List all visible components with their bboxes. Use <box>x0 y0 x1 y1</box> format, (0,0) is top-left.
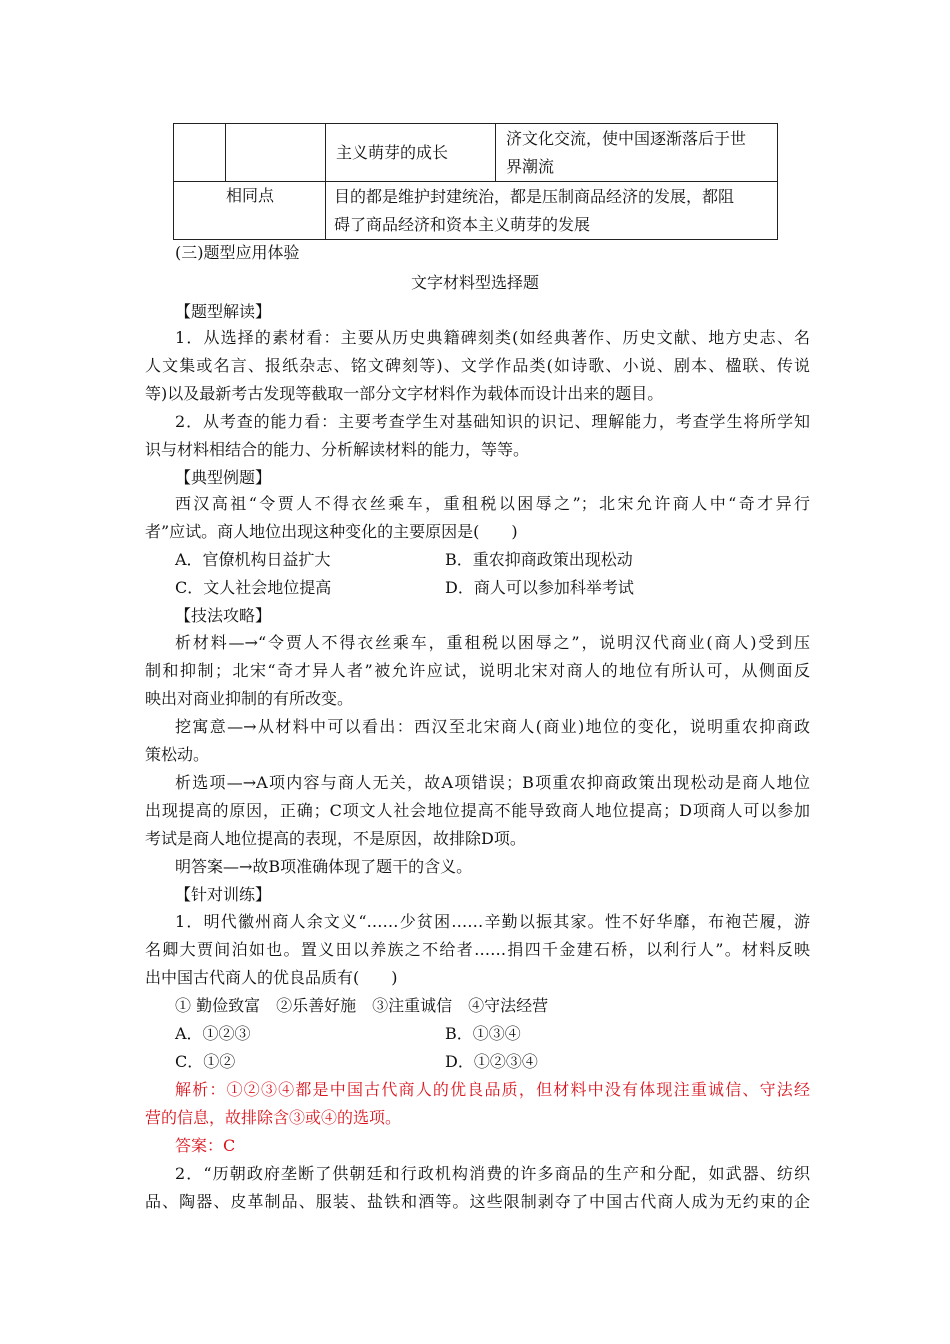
paragraph-line: 1．从选择的素材看：主要从历史典籍碑刻类(如经典著作、历史文献、地方史志、名 <box>175 328 810 347</box>
cell-text: 济文化交流，使中国逐渐落后于世 <box>506 128 747 148</box>
table-cell <box>496 124 778 182</box>
question-line: 品、陶器、皮革制品、服装、盐铁和酒等。这些限制剥夺了中国古代商人成为无约束的企 <box>145 1192 810 1211</box>
question-line: 出中国古代商人的优良品质有( ) <box>145 968 398 987</box>
table-cell <box>174 124 226 182</box>
question-line: 名卿大贾间泊如也。置义田以养族之不给者……捐四千金建石桥，以利行人”。材料反映 <box>145 940 810 959</box>
cell-text: 碍了商品经济和资本主义萌芽的发展 <box>334 214 591 234</box>
paragraph-line: 映出对商业抑制的有所改变。 <box>145 689 354 708</box>
table-cell <box>326 124 496 182</box>
question-line: 西汉高祖“令贾人不得衣丝乘车，重租税以困辱之”；北宋允许商人中“奇才异行 <box>175 494 810 513</box>
table-row <box>174 124 778 182</box>
heading-training: 【针对训练】 <box>175 885 272 904</box>
section-subtitle: 文字材料型选择题 <box>410 273 539 292</box>
paragraph-line: 识与材料相结合的能力、分析解读材料的能力，等等。 <box>145 440 530 459</box>
comparison-table <box>173 123 778 240</box>
heading-strategy: 【技法攻略】 <box>175 606 272 625</box>
row-label-text: 相同点 <box>226 186 275 205</box>
analysis-line: 解析：①②③④都是中国古代商人的优良品质，但材料中没有体现注重诚信、守法经 <box>175 1080 810 1099</box>
cell-text: 主义萌芽的成长 <box>336 142 449 162</box>
table-row <box>174 182 778 240</box>
paragraph-line: 出现提高的原因，正确；C项文人社会地位提高不能导致商人地位提高；D项商人可以参加 <box>145 801 810 820</box>
option-d: D．商人可以参加科举考试 <box>445 578 634 597</box>
heading-interpret: 【题型解读】 <box>175 302 272 321</box>
cell-text: 界潮流 <box>506 156 555 176</box>
option-d: D．①②③④ <box>445 1052 538 1071</box>
paragraph-line: 策松动。 <box>145 745 210 764</box>
paragraph-line: 考试是商人地位提高的表现，不是原因，故排除D项。 <box>145 829 526 848</box>
question-line: 1．明代徽州商人余文义“……少贫困……辛勤以振其家。性不好华靡，布袍芒履，游 <box>175 912 810 931</box>
paragraph-line: 等)以及最新考古发现等截取一部分文字材料作为载体而设计出来的题目。 <box>145 384 664 403</box>
paragraph-line: 制和抑制；北宋“奇才异人者”被允许应试，说明北宋对商人的地位有所认可，从侧面反 <box>145 661 810 680</box>
table-row-label <box>174 182 326 240</box>
option-a: A．官僚机构日益扩大 <box>175 550 331 569</box>
answer-line: 答案：C <box>175 1136 236 1155</box>
option-a: A．①②③ <box>175 1024 251 1043</box>
paragraph-line: 挖寓意—→从材料中可以看出：西汉至北宋商人(商业)地位的变化，说明重农抑商政 <box>175 717 810 736</box>
paragraph-line: 2．从考查的能力看：主要考查学生对基础知识的识记、理解能力，考查学生将所学知 <box>175 412 810 431</box>
option-b: B．重农抑商政策出现松动 <box>445 550 633 569</box>
table-cell <box>326 182 778 240</box>
paragraph-line: 人文集或名言、报纸杂志、铭文碑刻等)、文学作品类(如诗歌、小说、剧本、楹联、传说 <box>145 356 810 375</box>
paragraph-line: 明答案—→故B项准确体现了题干的含义。 <box>175 857 473 876</box>
table-cell <box>226 124 326 182</box>
option-b: B．①③④ <box>445 1024 521 1043</box>
paragraph-line: 析材料—→“令贾人不得衣丝乘车，重租税以困辱之”，说明汉代商业(商人)受到压 <box>175 633 810 652</box>
cell-text: 目的都是维护封建统治，都是压制商品经济的发展，都阻 <box>334 186 735 206</box>
choice-items: ① 勤俭致富 ②乐善好施 ③注重诚信 ④守法经营 <box>175 996 549 1015</box>
question-line: 2．“历朝政府垄断了供朝廷和行政机构消费的许多商品的生产和分配，如武器、纺织 <box>175 1164 810 1183</box>
paragraph-line: 析选项—→A项内容与商人无关，故A项错误；B项重农抑商政策出现松动是商人地位 <box>175 773 810 792</box>
option-c: C．文人社会地位提高 <box>175 578 332 597</box>
analysis-line: 营的信息，故排除含③或④的选项。 <box>145 1108 402 1127</box>
option-c: C．①② <box>175 1052 236 1071</box>
question-line: 者”应试。商人地位出现这种变化的主要原因是( ) <box>145 522 518 541</box>
section-heading: (三)题型应用体验 <box>175 243 300 262</box>
heading-example: 【典型例题】 <box>175 468 272 487</box>
